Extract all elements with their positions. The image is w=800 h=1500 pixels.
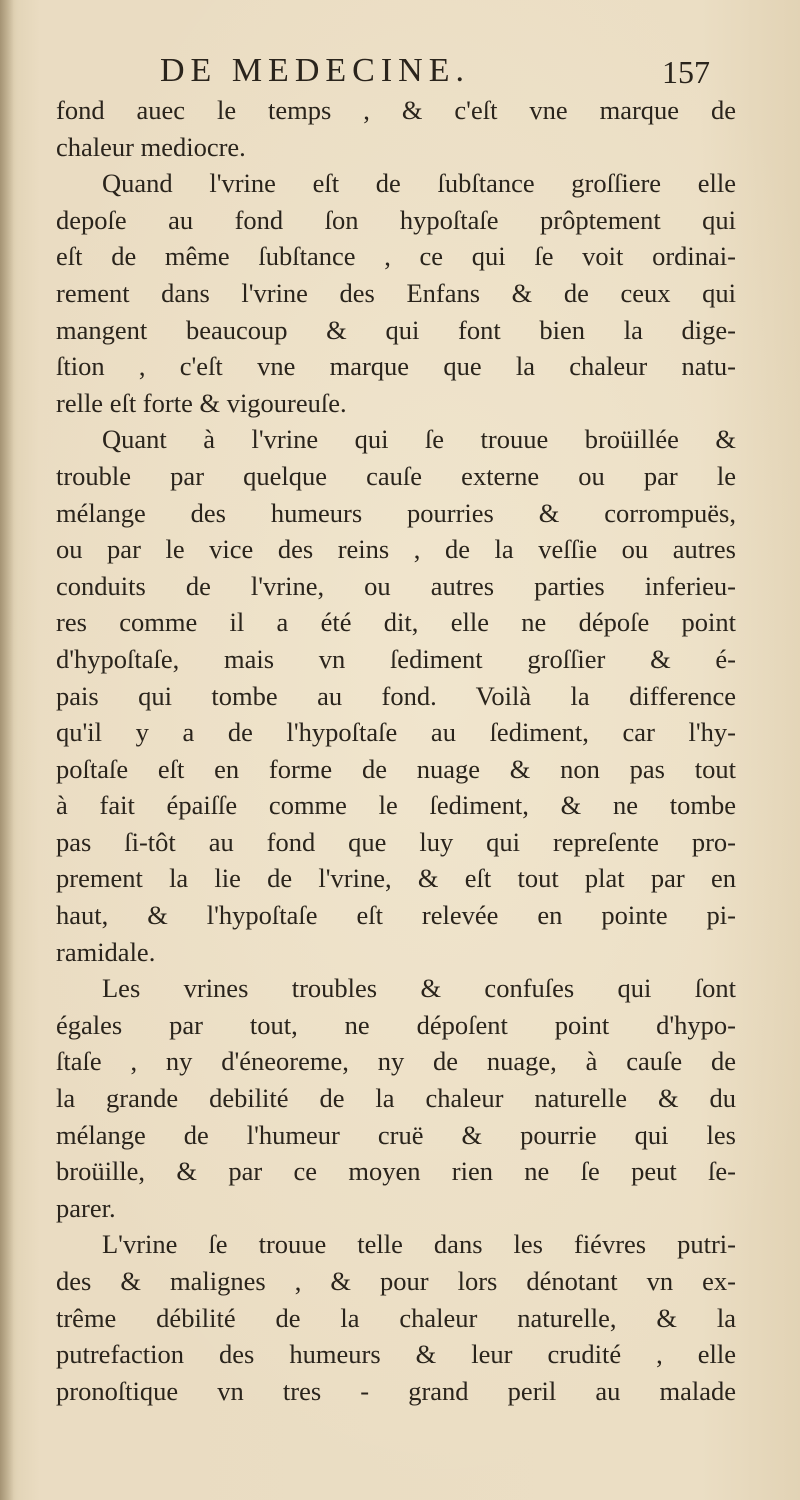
text-line: des & malignes , & pour lors dénotant vn ex- [56, 1266, 736, 1296]
spine-shadow [0, 0, 14, 1500]
text-line: res comme il a été dit, elle ne dépoſe point [56, 607, 736, 638]
text-line: égales par tout, ne dépoſent point d'hypo- [56, 1009, 736, 1040]
text-line: mélange des humeurs pourries & corrompuës, [56, 497, 736, 528]
text-line: conduits de l'vrine, ou autres parties inferieu- [56, 570, 736, 601]
text-line: fond auec le temps , & c'eſt vne marque de [56, 95, 736, 125]
text-line: Quand l'vrine eſt de ſubſtance groſſiere elle [102, 168, 736, 199]
running-head: DE MEDECINE. [160, 52, 470, 89]
text-line: pas ſi-tôt au fond que luy qui repreſente pro- [56, 826, 736, 857]
text-line: eſt de même ſubſtance , ce qui ſe voit ordinai- [56, 241, 736, 272]
page-number: 157 [662, 54, 710, 90]
text-line: putrefaction des humeurs & leur crudité , elle [56, 1339, 736, 1370]
text-line: broüille, & par ce moyen rien ne ſe peut ſe- [56, 1156, 736, 1187]
text-line: ou par le vice des reins , de la veſſie ou autres [56, 534, 736, 565]
text-line: pronoſtique vn tres - grand peril au malade [56, 1375, 736, 1406]
text-line: mangent beaucoup & qui font bien la dige- [56, 314, 736, 345]
text-line: depoſe au fond ſon hypoſtaſe prôptement qui [56, 204, 736, 235]
text-line: mélange de l'humeur cruë & pourrie qui les [56, 1119, 736, 1150]
text-line: Les vrines troubles & confuſes qui ſont [102, 973, 736, 1004]
text-line: chaleur mediocre. [56, 131, 246, 162]
text-line: Quant à l'vrine qui ſe trouue broüillée & [102, 424, 736, 455]
text-line: ſtion , c'eſt vne marque que la chaleur natu- [56, 351, 736, 382]
text-line: trouble par quelque cauſe externe ou par le [56, 460, 736, 491]
text-line: ramidale. [56, 936, 156, 967]
text-line: parer. [56, 1192, 116, 1223]
text-line: haut, & l'hypoſtaſe eſt relevée en pointe pi- [56, 900, 736, 931]
text-line: à fait épaiſſe comme le ſediment, & ne tombe [56, 790, 736, 821]
text-line: relle eſt forte & vigoureuſe. [56, 387, 347, 418]
text-line: pais qui tombe au fond. Voilà la difference [56, 680, 736, 711]
text-line: qu'il y a de l'hypoſtaſe au ſediment, car l'hy- [56, 717, 736, 748]
text-line: poſtaſe eſt en forme de nuage & non pas tout [56, 753, 736, 784]
text-line: prement la lie de l'vrine, & eſt tout plat par en [56, 863, 736, 894]
text-line: rement dans l'vrine des Enfans & de ceux qui [56, 277, 736, 308]
body-text [56, 92, 736, 1409]
text-line: d'hypoſtaſe, mais vn ſediment groſſier & é- [56, 643, 736, 674]
text-line: la grande debilité de la chaleur naturelle & du [56, 1083, 736, 1114]
text-line: trême débilité de la chaleur naturelle, & la [56, 1302, 736, 1333]
text-line: L'vrine ſe trouue telle dans les fiévres putri- [102, 1229, 736, 1260]
text-line: ſtaſe , ny d'éneoreme, ny de nuage, à cauſe de [56, 1046, 736, 1077]
